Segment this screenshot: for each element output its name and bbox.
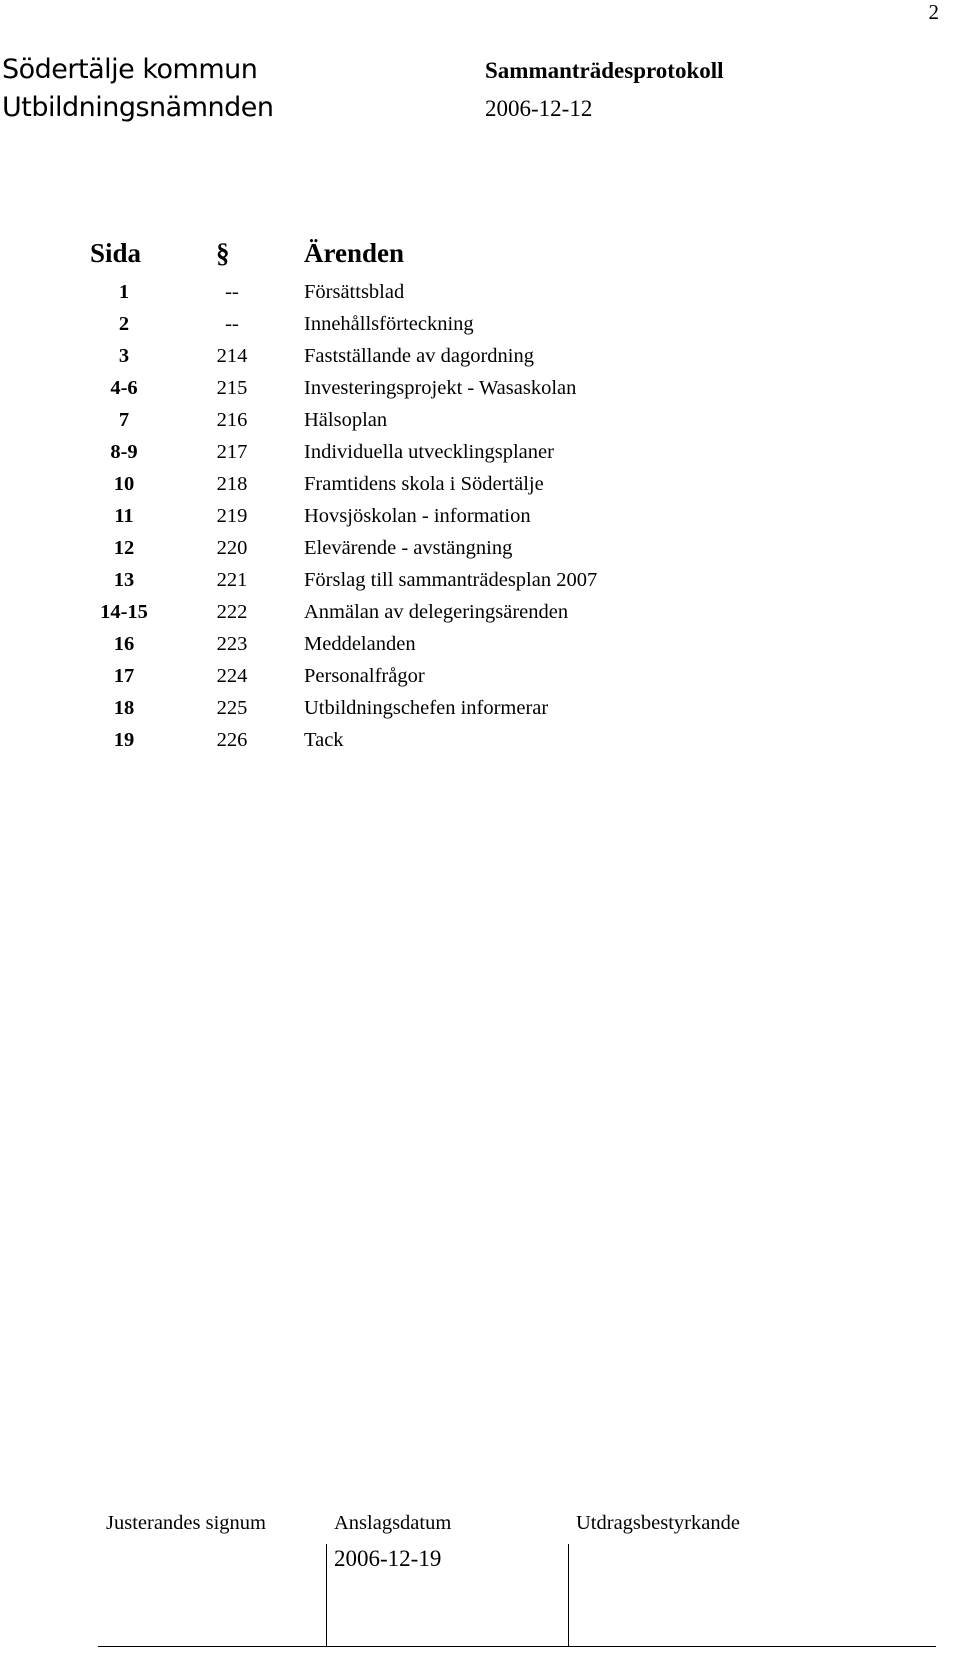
- toc-item-title: Innehållsförteckning: [304, 313, 474, 335]
- toc-paragraph-number: 214: [216, 345, 248, 367]
- toc-paragraph-number: 226: [216, 729, 248, 751]
- footer-anslagsdatum-label: Anslagsdatum: [334, 1512, 452, 1534]
- toc-item-title: Försättsblad: [304, 281, 405, 303]
- meeting-date: 2006-12-12: [485, 96, 593, 121]
- toc-page-number: 8-9: [110, 441, 138, 463]
- toc-paragraph-number: 220: [216, 537, 248, 559]
- municipality-name: Södertälje kommun: [2, 54, 258, 85]
- toc-page-number: 7: [118, 409, 130, 431]
- toc-row: [0, 505, 960, 537]
- toc-page-number: 12: [113, 537, 135, 559]
- toc-page-number: 4-6: [110, 377, 138, 399]
- toc-header-page: Sida: [90, 238, 142, 268]
- toc-row: [0, 409, 960, 441]
- table-of-contents: [0, 281, 960, 761]
- toc-paragraph-number: 218: [216, 473, 248, 495]
- toc-row: [0, 377, 960, 409]
- toc-item-title: Tack: [304, 729, 344, 751]
- toc-item-title: Individuella utvecklingsplaner: [304, 441, 554, 463]
- toc-item-title: Elevärende - avstängning: [304, 537, 513, 559]
- footer-anslagsdatum-value: 2006-12-19: [334, 1546, 442, 1571]
- document-type: Sammanträdesprotokoll: [485, 58, 724, 83]
- toc-page-number: 19: [113, 729, 135, 751]
- toc-row: [0, 569, 960, 601]
- footer-utdragsbestyrkande-label: Utdragsbestyrkande: [576, 1512, 740, 1534]
- toc-item-title: Meddelanden: [304, 633, 416, 655]
- footer-baseline: [98, 1646, 936, 1647]
- toc-paragraph-number: 219: [216, 505, 248, 527]
- toc-paragraph-number: 216: [216, 409, 248, 431]
- toc-page-number: 18: [113, 697, 135, 719]
- toc-page-number: 11: [114, 505, 134, 527]
- toc-item-title: Utbildningschefen informerar: [304, 697, 549, 719]
- toc-paragraph-number: 225: [216, 697, 248, 719]
- toc-paragraph-number: 222: [216, 601, 248, 623]
- toc-paragraph-number: 224: [216, 665, 248, 687]
- toc-row: [0, 601, 960, 633]
- page-number: 2: [928, 0, 939, 24]
- toc-item-title: Framtidens skola i Södertälje: [304, 473, 544, 495]
- toc-header-paragraph: §: [216, 238, 230, 268]
- footer-justerandes-signum-label: Justerandes signum: [106, 1512, 266, 1534]
- toc-paragraph-number: 221: [216, 569, 248, 591]
- footer-divider-1: [326, 1544, 327, 1646]
- footer-divider-2: [568, 1544, 569, 1646]
- toc-row: [0, 281, 960, 313]
- toc-header-title: Ärenden: [304, 238, 405, 268]
- toc-row: [0, 345, 960, 377]
- toc-item-title: Fastställande av dagordning: [304, 345, 535, 367]
- committee-name: Utbildningsnämnden: [2, 92, 274, 123]
- toc-page-number: 2: [118, 313, 130, 335]
- toc-paragraph-number: --: [225, 313, 239, 335]
- toc-row: [0, 633, 960, 665]
- toc-page-number: 13: [113, 569, 135, 591]
- toc-row: [0, 473, 960, 505]
- toc-item-title: Hälsoplan: [304, 409, 388, 431]
- toc-page-number: 10: [113, 473, 135, 495]
- toc-item-title: Anmälan av delegeringsärenden: [304, 601, 569, 623]
- toc-item-title: Investeringsprojekt - Wasaskolan: [304, 377, 577, 399]
- toc-page-number: 17: [113, 665, 135, 687]
- toc-row: [0, 313, 960, 345]
- toc-page-number: 14-15: [100, 601, 148, 623]
- toc-paragraph-number: 217: [216, 441, 248, 463]
- toc-paragraph-number: 223: [216, 633, 248, 655]
- toc-row: [0, 729, 960, 761]
- toc-row: [0, 537, 960, 569]
- toc-row: [0, 697, 960, 729]
- toc-page-number: 3: [118, 345, 130, 367]
- toc-paragraph-number: 215: [216, 377, 248, 399]
- toc-item-title: Hovsjöskolan - information: [304, 505, 531, 527]
- toc-item-title: Personalfrågor: [304, 665, 425, 687]
- toc-paragraph-number: --: [225, 281, 239, 303]
- toc-page-number: 16: [113, 633, 135, 655]
- toc-row: [0, 665, 960, 697]
- toc-item-title: Förslag till sammanträdesplan 2007: [304, 569, 598, 591]
- toc-row: [0, 441, 960, 473]
- toc-page-number: 1: [118, 281, 130, 303]
